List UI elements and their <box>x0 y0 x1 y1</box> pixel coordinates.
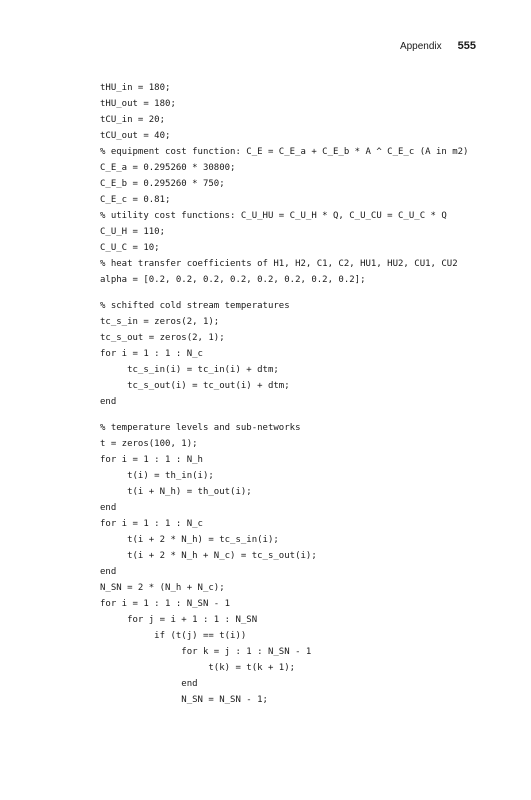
code-line: for k = j : 1 : N_SN - 1 <box>100 647 312 657</box>
code-line: % heat transfer coefficients of H1, H2, C1, C2, HU1, HU2, CU1, CU2 <box>100 259 458 269</box>
code-line: for j = i + 1 : 1 : N_SN <box>100 615 258 625</box>
code-line: tHU_in = 180; <box>100 83 171 93</box>
code-line: C_U_H = 110; <box>100 227 166 237</box>
code-line: tHU_out = 180; <box>100 99 176 109</box>
code-line: for i = 1 : 1 : N_h <box>100 455 203 465</box>
code-line: C_U_C = 10; <box>100 243 160 253</box>
code-listing <box>100 80 468 708</box>
code-line: tc_s_in = zeros(2, 1); <box>100 317 220 327</box>
code-line: tc_s_in(i) = tc_in(i) + dtm; <box>100 365 279 375</box>
code-line: if (t(j) == t(i)) <box>100 631 247 641</box>
code-line: % equipment cost function: C_E = C_E_a + C_E_b * A ^ C_E_c (A in m2) <box>100 147 469 157</box>
page-number: 555 <box>457 40 476 52</box>
code-line: tc_s_out(i) = tc_out(i) + dtm; <box>100 381 290 391</box>
code-line: N_SN = 2 * (N_h + N_c); <box>100 583 225 593</box>
code-line: end <box>100 567 117 577</box>
code-line: for i = 1 : 1 : N_c <box>100 349 203 359</box>
code-line: end <box>100 503 117 513</box>
section-title: Appendix <box>399 41 442 52</box>
code-line: tc_s_out = zeros(2, 1); <box>100 333 225 343</box>
code-line: for i = 1 : 1 : N_SN - 1 <box>100 599 231 609</box>
code-line <box>100 410 468 420</box>
code-line: % utility cost functions: C_U_HU = C_U_H * Q, C_U_CU = C_U_C * Q <box>100 211 447 221</box>
code-line: tCU_out = 40; <box>100 131 171 141</box>
running-header <box>400 40 476 52</box>
code-line: % schifted cold stream temperatures <box>100 301 290 311</box>
code-line: C_E_a = 0.295260 * 30800; <box>100 163 236 173</box>
code-line: t(i + 2 * N_h) = tc_s_in(i); <box>100 535 279 545</box>
code-line: t = zeros(100, 1); <box>100 439 198 449</box>
code-line: alpha = [0.2, 0.2, 0.2, 0.2, 0.2, 0.2, 0.2, 0.2]; <box>100 275 366 285</box>
code-line: C_E_b = 0.295260 * 750; <box>100 179 225 189</box>
code-line <box>100 288 468 298</box>
code-line: t(i + 2 * N_h + N_c) = tc_s_out(i); <box>100 551 317 561</box>
code-line: C_E_c = 0.81; <box>100 195 171 205</box>
code-line: t(i) = th_in(i); <box>100 471 214 481</box>
code-line: tCU_in = 20; <box>100 115 166 125</box>
code-line: t(k) = t(k + 1); <box>100 663 296 673</box>
code-line: N_SN = N_SN - 1; <box>100 695 268 705</box>
code-line: t(i + N_h) = th_out(i); <box>100 487 252 497</box>
code-line: for i = 1 : 1 : N_c <box>100 519 203 529</box>
code-line: % temperature levels and sub-networks <box>100 423 301 433</box>
code-line: end <box>100 679 198 689</box>
code-line: end <box>100 397 117 407</box>
